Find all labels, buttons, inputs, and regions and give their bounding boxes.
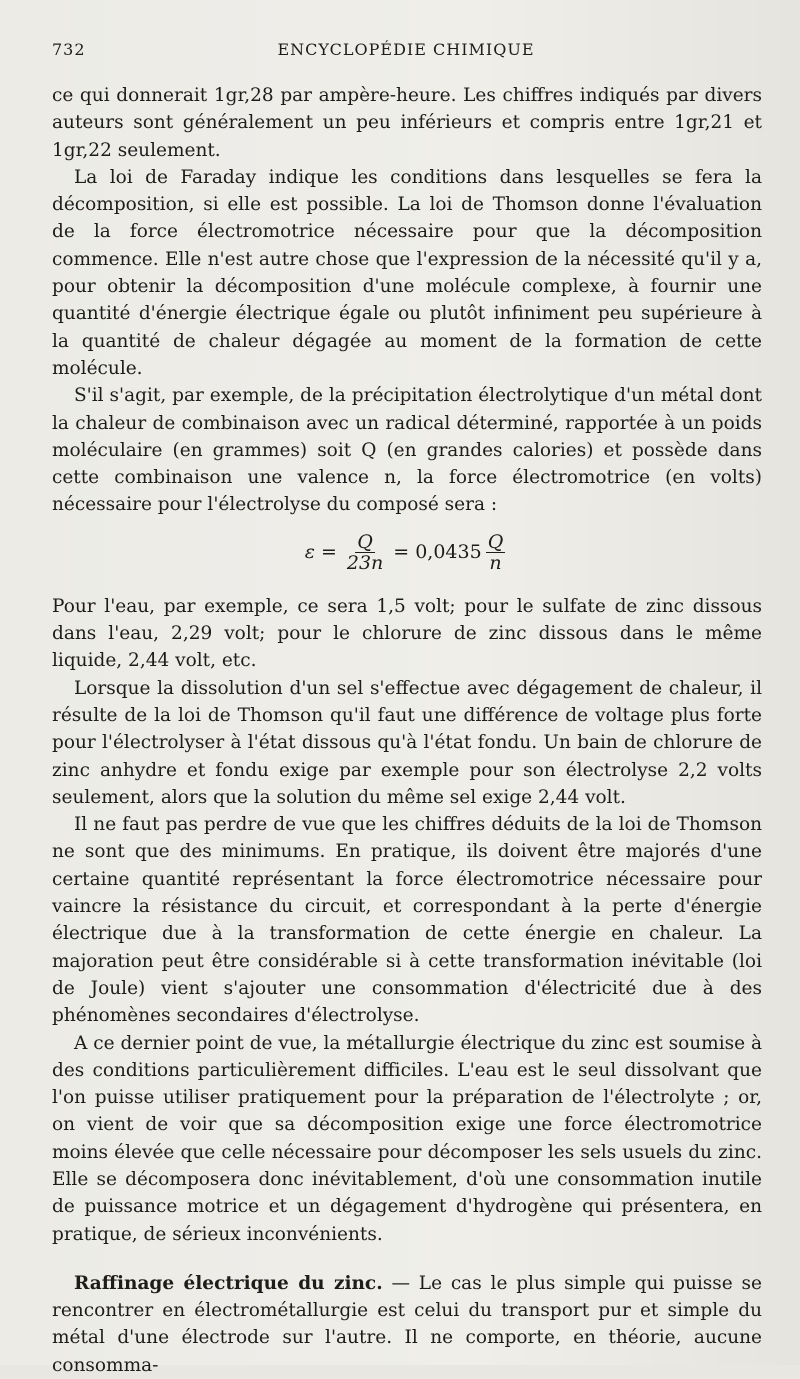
paragraph-minimums: Il ne faut pas perdre de vue que les chiffres déduits de la loi de Thomson ne sont que des minimums. En pratique, ils doivent être majorés d'une certaine quantité représentant la force électromotrice nécessaire pour vaincre la résistance du circuit, et correspondant à la perte d'énergie électrique due à la transformation de cette énergie en chaleur. La majoration peut être considérable si à cette transformation inévitable (loi de Joule) vient s'ajouter une consommation d'électricité due à des phénomènes secondaires d'électrolyse. [52, 814, 762, 1027]
formula-fraction-2-numerator: Q [487, 531, 504, 554]
formula-coefficient: 0,0435 [415, 541, 482, 564]
paragraph-zinc-metallurgy: A ce dernier point de vue, la métallurgie électrique du zinc est soumise à des conditions particulièrement difficiles. L'eau est le seul dissolvant que l'on puisse utiliser pratiquement pour la préparation de l'électrolyte ; or, on vient de voir que sa décomposition exige une force électromotrice moins élevée que celle nécessaire pour décomposer les sels usuels du zinc. Elle se décomposera donc inévitablement, d'où une consommation inutile de puissance motrice et un dégagement d'hydrogène qui présentera, en pratique, de sérieux inconvénients. [52, 1032, 762, 1245]
running-title: ENCYCLOPÉDIE CHIMIQUE [277, 40, 535, 59]
section-dash: — [382, 1272, 419, 1294]
formula-equals-1: = [320, 541, 337, 564]
formula-fraction-1 [347, 532, 383, 573]
section-paragraph [52, 1270, 762, 1379]
formula-equals-2: = [393, 541, 410, 564]
section-spacer [52, 1248, 762, 1270]
paragraph-continuation: ce qui donnerait 1gr,28 par ampère-heure. Les chiffres indiqués par divers auteurs sont généralement un peu inférieurs et compris entre 1gr,21 et 1gr,22 seulement. [52, 85, 762, 161]
formula-fraction-1-denominator: 23n [346, 552, 384, 575]
section-text: Le cas le plus simple qui puisse se rencontrer en électrométallurgie est celui du transport pur et simple du métal d'une électrode sur l'autre. Il ne comporte, en théorie, aucune consomma- [52, 1272, 763, 1376]
paragraph-examples: Pour l'eau, par exemple, ce sera 1,5 volt; pour le sulfate de zinc dissous dans l'eau, 2,29 volt; pour le chlorure de zinc dissous dans le même liquide, 2,44 volt, etc. [52, 595, 762, 672]
paragraph-dissolution: Lorsque la dissolution d'un sel s'effectue avec dégagement de chaleur, il résulte de la loi de Thomson qu'il faut une différence de voltage plus forte pour l'électrolyser à l'état dissous qu'à l'état fondu. Un bain de chlorure de zinc anhydre et fondu exige par exemple pour son électrolyse 2,2 volts seulement, alors que la solution du même sel exige 2,44 volt. [52, 677, 762, 808]
page-number: 732 [52, 40, 86, 59]
page-body [52, 82, 762, 1379]
formula-fraction-1-numerator: Q [357, 531, 373, 554]
paragraph-faraday-thomson: La loi de Faraday indique les conditions dans lesquelles se fera la décomposition, si elle est possible. La loi de Thomson donne l'évaluation de la force électromotrice nécessaire pour que la décomposition commence. Elle n'est autre chose que l'expression de la nécessité qu'il y a, pour obtenir la décomposition d'une molécule complexe, à fournir une quantité d'énergie électrique égale ou plutôt infiniment peu supérieure à la quantité de chaleur dégagée au moment de la formation de cette molécule. [52, 166, 762, 379]
paragraph-metal-precipitation: S'il s'agit, par exemple, de la précipitation électrolytique d'un métal dont la chaleur de combinaison avec un radical déterminé, rapportée à un poids moléculaire (en grammes) soit Q (en grandes calories) et possède dans cette combinaison une valence n, la force électromotrice (en volts) nécessaire pour l'électrolyse du composé sera : [52, 385, 762, 516]
formula-fraction-2-denominator: n [489, 552, 502, 575]
thomson-formula [52, 519, 762, 587]
formula-epsilon: ε [304, 541, 315, 564]
formula-fraction-2 [486, 532, 506, 573]
page-header [52, 40, 760, 66]
section-heading: Raffinage électrique du zinc. [74, 1272, 383, 1294]
